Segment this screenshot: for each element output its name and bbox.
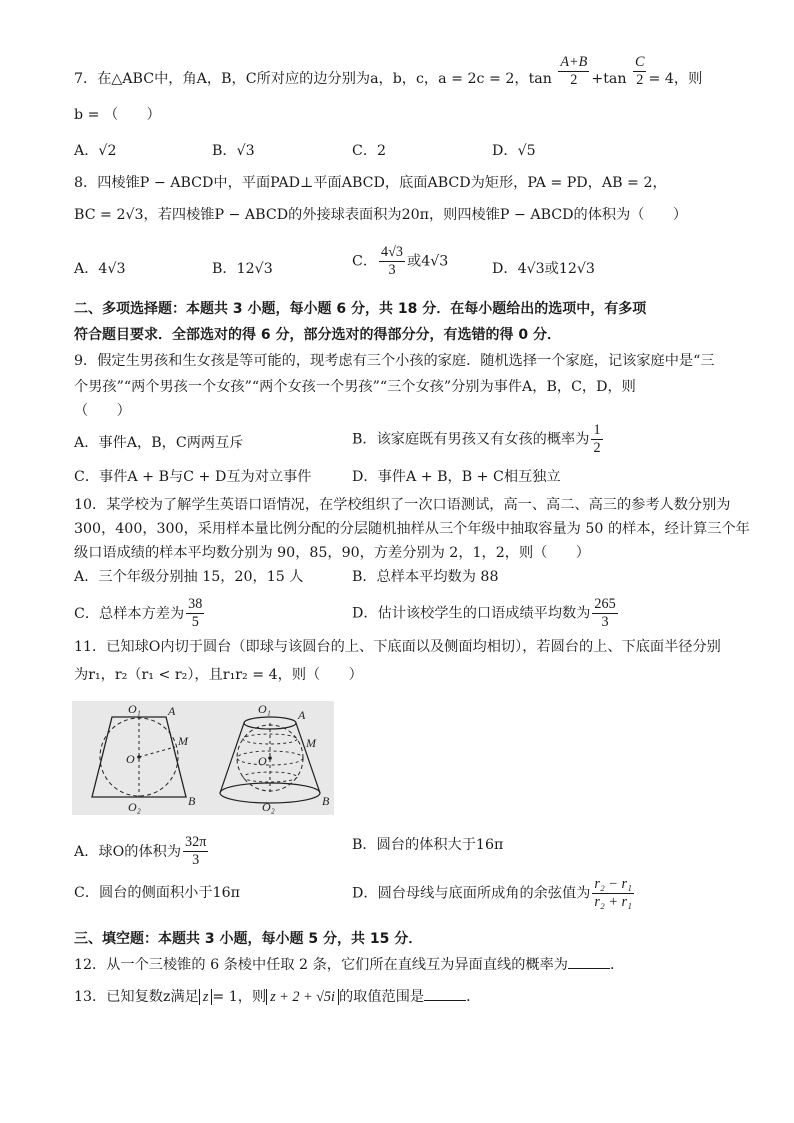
q9-line2: 个男孩”“两个男孩一个女孩”“两个女孩一个男孩”“三个女孩”分别为事件A，B，C，D，则	[74, 379, 636, 395]
q9-line1: 9．假定生男孩和生女孩是等可能的，现考虑有三个小孩的家庭．随机选择一个家庭，记该家庭中是“三	[74, 353, 715, 369]
q11-option-c: C．圆台的侧面积小于16π	[74, 885, 240, 901]
q13-text: 13．已知复数z满足	[74, 989, 199, 1005]
q11-line2: 为r₁，r₂（r₁ < r₂），且r₁r₂ = 4，则（ ）	[74, 667, 363, 683]
q9-option-b-text: B．该家庭既有男孩又有女孩的概率为	[352, 431, 590, 448]
label-o1-left: O₁	[128, 702, 141, 716]
label-m-left: M	[178, 734, 188, 748]
q7-frac1-den: 2	[570, 71, 578, 88]
q10-line1: 10．某学校为了解学生英语口语情况，在学校组织了一次口语测试，高一、高二、高三的参考人数分别为	[74, 497, 731, 513]
q9-option-b-den: 2	[593, 440, 601, 456]
q8-option-c-tail: 或4√3	[407, 253, 449, 270]
q13-abs-z: z	[199, 989, 213, 1005]
frustum-sphere-figure	[72, 701, 334, 815]
q9-options-row1	[74, 422, 714, 456]
q7-option-d: D．√5	[492, 143, 536, 159]
q11-option-d	[352, 876, 636, 911]
q7-frac1-num: A+B	[560, 53, 588, 70]
q10-option-c-num: 38	[188, 596, 203, 612]
q12-tail: ．	[609, 957, 625, 973]
label-m-right: M	[306, 736, 316, 750]
q10-option-d-text: D．估计该校学生的口语成绩平均数为	[352, 605, 591, 622]
q11-line1: 11．已知球O内切于圆台（即球与该圆台的上、下底面以及侧面均相切），若圆台的上、下底面半径分别	[74, 639, 721, 655]
q7-option-b: B．√3	[212, 143, 255, 159]
q8-options	[74, 244, 714, 280]
q11-option-a-num: 32π	[185, 834, 207, 850]
q7-plus-tan: +tan	[591, 71, 627, 87]
q7-options	[74, 140, 714, 162]
q7-frac2-num: C	[635, 53, 645, 70]
q7-option-a: A．√2	[74, 143, 117, 159]
q8-option-c-num: 4√3	[381, 244, 404, 260]
q10-option-c-den: 5	[191, 614, 199, 630]
q8-line1: 8．四棱锥P − ABCD中，平面PAD⊥平面ABCD，底面ABCD为矩形，PA = PD，AB = 2，	[74, 175, 667, 191]
label-a-left: A	[168, 704, 176, 718]
label-a-right: A	[298, 708, 306, 722]
label-o2-right: O₂	[262, 800, 275, 814]
q13-answer-blank[interactable]	[424, 986, 466, 1001]
q11-option-d-den: r₂ + r₁	[594, 894, 632, 910]
label-b-left: B	[188, 794, 196, 808]
q9-option-b	[352, 422, 605, 457]
q7-frac2-den: 2	[636, 71, 644, 88]
q10-option-a: A．三个年级分别抽 15，20，15 人	[74, 569, 304, 585]
q13-eq: = 1，则	[212, 989, 267, 1005]
section2-heading-line1: 二、多项选择题：本题共 3 小题，每小题 6 分，共 18 分．在每小题给出的选项中，有多项	[74, 301, 647, 317]
q11-option-b: B．圆台的体积大于16π	[352, 837, 504, 853]
q12-text: 12．从一个三棱锥的 6 条棱中任取 2 条，它们所在直线互为异面直线的概率为	[74, 957, 568, 973]
q11-options-row2	[74, 876, 714, 910]
q13-tail: 的取值范围是	[338, 989, 425, 1005]
q7-line2: b = （ ）	[74, 107, 161, 123]
q10-option-c-text: C．总样本方差为	[74, 605, 185, 622]
label-b-right: B	[322, 794, 330, 808]
label-o1-right: O₁	[258, 702, 271, 716]
q8-option-c-den: 3	[388, 262, 396, 278]
label-o-right: O	[258, 754, 267, 768]
q10-option-d-num: 265	[594, 596, 616, 612]
q9-options-row2	[74, 466, 714, 488]
q8-option-b: B．12√3	[212, 261, 273, 277]
q10-option-b: B．总样本平均数为 88	[352, 569, 499, 585]
q13-abs-expr: z + 2 + √5i	[266, 989, 339, 1005]
q13-end: ．	[466, 989, 481, 1005]
q11-options-row1	[74, 834, 714, 869]
q8-option-a: A．4√3	[74, 261, 126, 277]
q7-stem-tail: = 4，则	[648, 71, 703, 87]
q11-option-a-text: A．球O的体积为	[74, 843, 182, 860]
q10-options-row1	[74, 566, 714, 588]
q7-stem: 7．在△ABC中，角A，B，C所对应的边分别为a，b，c，a = 2c = 2，tan	[74, 71, 552, 87]
q11-option-d-text: D．圆台母线与底面所成角的余弦值为	[352, 885, 591, 902]
q8-option-c: C． $\frac{4√3}{3}$ 或4√3	[352, 244, 449, 278]
q11-option-a-den: 3	[192, 852, 200, 868]
q12-answer-blank[interactable]	[568, 954, 610, 969]
q7-frac1	[558, 54, 589, 89]
q10-line2: 300，400，300，采用样本量比例分配的分层随机抽样从三个年级中抽取容量为 50 的样本，经计算三个年	[74, 521, 750, 537]
section2-heading-line2: 符合题目要求．全部选对的得 6 分，部分选对的得部分分，有选错的得 0 分．	[74, 327, 561, 343]
q11-option-d-num: r₂ − r₁	[594, 876, 632, 892]
q9-option-c: C．事件A + B与C + D互为对立事件	[74, 469, 312, 485]
q8-option-d: D．4√3或12√3	[492, 261, 595, 277]
q8-line2: BC = 2√3，若四棱锥P − ABCD的外接球表面积为20π，则四棱锥P − ABCD的体积为（ ）	[74, 207, 688, 223]
q7-option-c: C．2	[352, 143, 387, 159]
q10-option-c	[74, 596, 206, 630]
q9-line3: （ ）	[74, 403, 131, 419]
q9-option-a: A．事件A，B，C两两互斥	[74, 435, 244, 451]
q13-line	[74, 986, 480, 1008]
q9-option-d: D．事件A + B，B + C相互独立	[352, 469, 561, 485]
section3-heading: 三、填空题：本题共 3 小题，每小题 5 分，共 15 分．	[74, 931, 423, 947]
q10-option-d	[352, 596, 620, 631]
q10-options-row2	[74, 596, 714, 631]
label-o-left: O	[126, 752, 135, 766]
q9-option-b-num: 1	[593, 422, 601, 438]
q10-option-d-den: 3	[601, 614, 609, 630]
q7-line1	[74, 53, 703, 90]
q7-frac2	[633, 54, 646, 89]
label-o2-left: O₂	[128, 800, 141, 814]
frustum-diagrams	[72, 701, 334, 815]
q12-line	[74, 954, 624, 976]
q10-line3: 级口语成绩的样本平均数分别为 90，85，90，方差分别为 2，1，2，则（ ）	[74, 545, 590, 561]
